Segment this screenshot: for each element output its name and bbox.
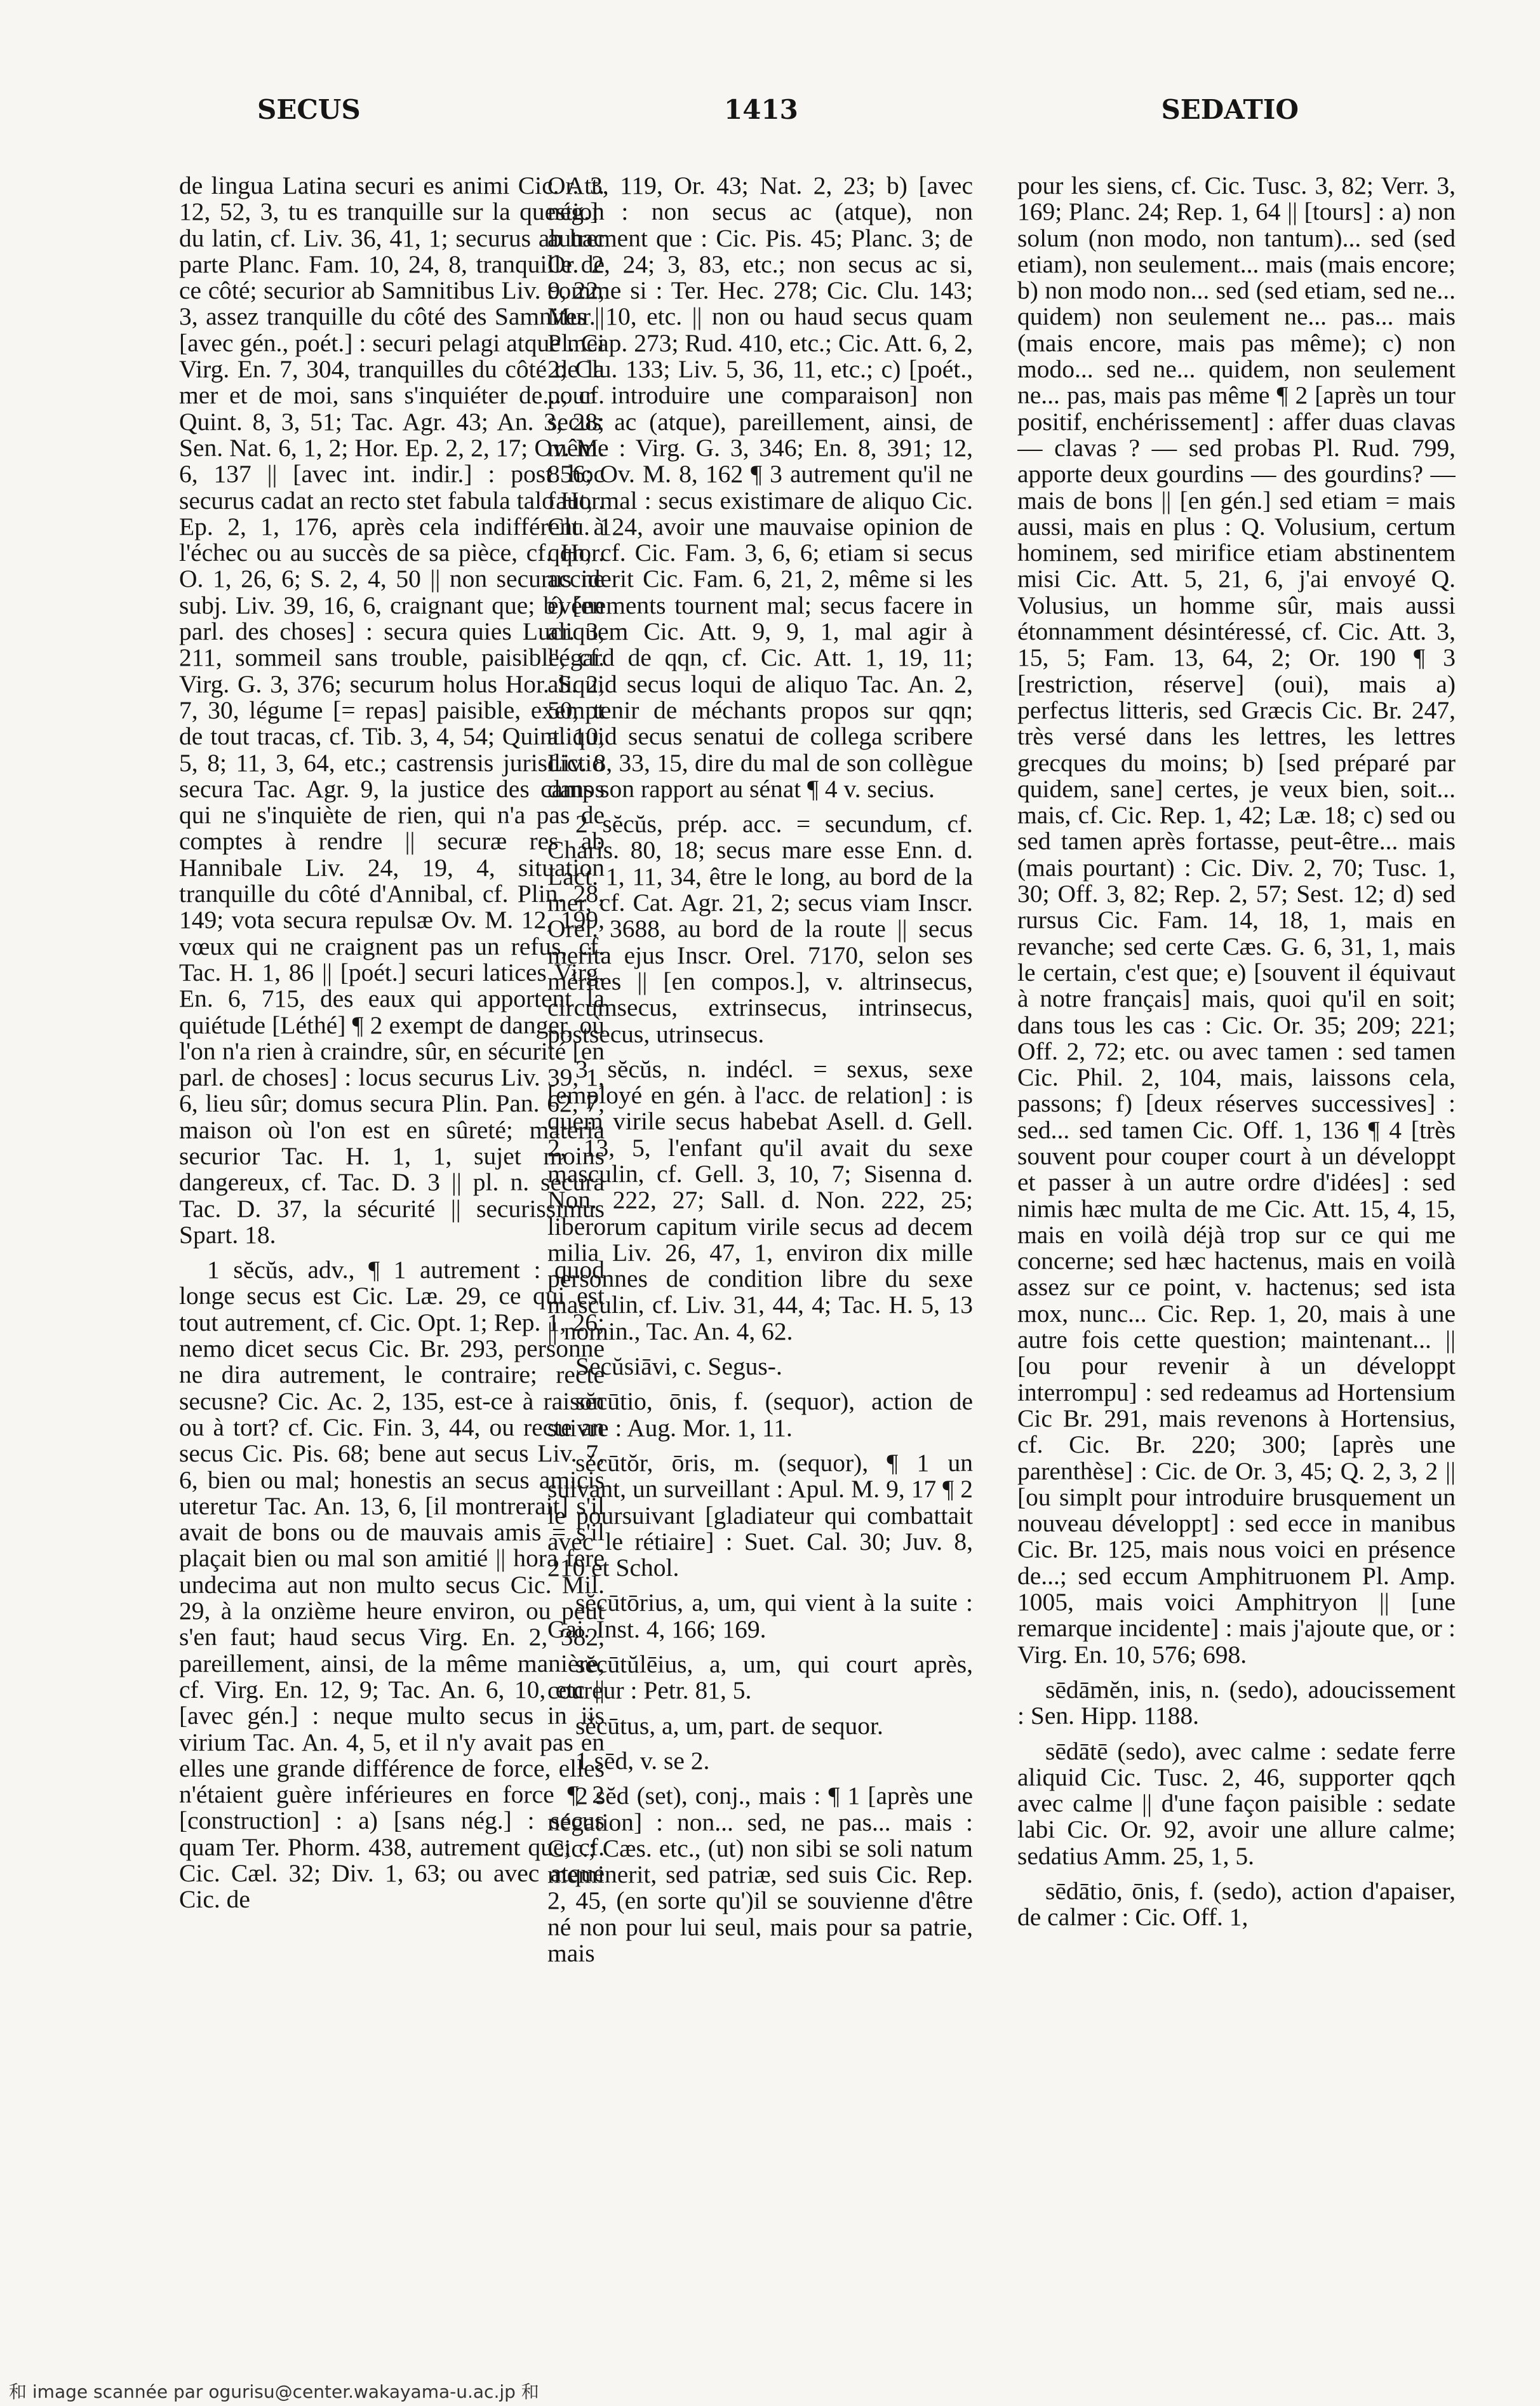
entry-text: de lingua Latina securi es animi Cic. Att. 12, 52, 3, tu es tranquille sur la question du latin, cf. Liv. 36, 41, 1; securus ab hac parte Planc. Fam. 10, 24, 8, tranquille de ce côté; securior ab Samnitibus Liv. 9, 22, 3, assez tranquille du côté des Samnites || [avec gén., poét.] : securi pelagi atque mei Virg. En. 7, 304, tranquilles du côté de la mer et de moi, sans s'inquiéter de..., cf. Quint. 8, 3, 51; Tac. Agr. 43; An. 3, 28; Sen. Nat. 6, 1, 2; Hor. Ep. 2, 2, 17; Ov. M. 6, 137 || [avec int. indir.] : post hoc securus cadat an recto stet fabula talo Hor. Ep. 2, 1, 176, après cela indifférent à l'échec ou au succès de sa pièce, cf. Hor. O. 1, 26, 6; S. 2, 4, 50 || non securus ne subj. Liv. 39, 16, 6, craignant que; b) [en parl. des choses] : secura quies Lucr. 3, 211, sommeil sans trouble, paisible, cf. Virg. G. 3, 376; securum holus Hor. S. 2, 7, 30, légume [= repas] paisible, exempt de tout tracas, cf. Tib. 3, 4, 54; Quint. 10, 5, 8; 11, 3, 64, etc.; castrensis jurisdictio secura Tac. Agr. 9, la justice des camps qui ne s'inquiète de rien, qui n'a pas de comptes à rendre || securæ res ab Hannibale Liv. 24, 19, 4, situation tranquille du côté d'Annibal, cf. Plin. 28, 149; vota secura repulsæ Ov. M. 12, 199, vœux qui ne craignent pas un refus, cf. Tac. H. 1, 86 || [poét.] securi latices Virg. En. 6, 715, des eaux qui apportent la quiétude [Léthé] ¶ 2 exempt de danger, où l'on n'a rien à craindre, sûr, en sécurité [en parl. de choses] : locus securus Liv. 39, 1, 6, lieu sûr; domus secura Plin. Pan. 62, 7, maison où l'on est en sûreté; materia securior Tac. H. 1, 1, sujet moins dangereux, cf. Tac. D. 3 || pl. n. secura Tac. D. 37, la sécurité || securissimus Spart. 18. (179, 173, 605, 1249)
entry-text: 3 sĕcŭs, n. indécl. = sexus, sexe [employé en gén. à l'acc. de relation] : is quem virile secus habebat Asell. d. Gell. 2, 13, 5, l'enfant qu'il avait du sexe masculin, cf. Gell. 3, 10, 7; Sisenna d. Non. 222, 27; Sall. d. Non. 222, 25; liberorum capitum virile secus ad decem milia Liv. 26, 47, 1, environ dix mille personnes de condition libre du sexe masculin, cf. Liv. 31, 44, 4; Tac. H. 5, 13 || nomin., Tac. An. 4, 62. (547, 1054, 973, 1345)
entry-text: sĕcūtus, a, um, part. de sequor. (575, 1711, 883, 1740)
entry-text: pour les siens, cf. Cic. Tusc. 3, 82; Verr. 3, 169; Planc. 24; Rep. 1, 64 || [tours] : a) non solum (non modo, non tantum)... sed (sed etiam), non seulement... mais (mais encore; b) non modo non... sed (sed etiam, sed ne... quidem) non seulement ne... pas... mais (mais encore, mais pas même); c) non modo... sed ne... quidem, non seulement ne... pas, mais pas même ¶ 2 [après un tour positif, enchérissement] : affer duas clavas — clavas ? — sed probas Pl. Rud. 799, apporte deux gourdins — des gourdins? — mais de bons || [en gén.] sed etiam = mais aussi, mais en plus : Q. Volusium, certum hominem, sed mirifice etiam abstinentem misi Cic. Att. 5, 21, 6, j'ai envoyé Q. Volusius, un homme sûr, mais aussi étonnamment désintéressé, cf. Cic. Att. 3, 15, 5; Fam. 13, 64, 2; Or. 190 ¶ 3 [restriction, réserve] (oui), mais a) perfectus litteris, sed Græcis Cic. Br. 247, très versé dans les lettres, les lettres grecques du moins; b) [sed préparé par quidem, sane] certes, je veux bien, soit... mais, cf. Cic. Rep. 1, 42; Læ. 18; c) sed ou sed tamen après fortasse, peut-être... mais (mais pourtant) : Cic. Div. 2, 70; Tusc. 1, 30; Off. 3, 82; Rep. 2, 57; Sest. 12; d) sed rursus Cic. Fam. 14, 18, 1, mais en revanche; sed certe Cæs. G. 6, 31, 1, mais le certain, c'est que; e) [souvent il équivaut à notre français] mais, quoi qu'il en soit; dans tous les cas : Cic. Or. 35; 209; 221; Off. 2, 72; etc. ou avec tamen : sed tamen Cic. Phil. 2, 104, mais, laissons cela, passons; f) [deux réserves successives] : sed... sed tamen Cic. Off. 1, 136 ¶ 4 [très souvent pour couper court à un développt et passer à un autre ordre d'idées] : sed nimis hæc multa de me Cic. Att. 15, 4, 15, mais en voilà déjà trop sur ce qui me concerne; sed hæc hactenus, mais en voilà assez sur ce point, v. hactenus; sed ista mox, nunc... Cic. Rep. 1, 20, mais à une autre fois cette question; maintenant... || [ou pour revenir à un développt interrompu] : sed redeamus ad Hortensium Cic Br. 291, mais revenons à Hortensius, cf. Cic. Br. 220; 300; [après une parenthèse] : Cic. de Or. 3, 45; Q. 2, 3, 2 || [ou simplt pour introduire brusquement un nouveau développt] : sed ecce in manibus Cic. Br. 125, mais nous voici en présence de...; sed eccum Amphitruonem Pl. Amp. 1005, mais voici Amphitryon || [une remarque incidente] : mais j'ajoute que, or : Virg. En. 10, 576; 698. (1017, 173, 1456, 1669)
entry-text: sēdātio, ōnis, f. (sedo), action d'apaiser, de calmer : Cic. Off. 1, (1017, 1877, 1456, 1932)
entry-text: 2 sĕd (set), conj., mais : ¶ 1 [après une négation] : non... sed, ne pas... mais : Cic.; Cæs. etc., (ut) non sibi se soli natum meminerit, sed patriæ, sed suis Cic. Rep. 2, 45, (en sorte qu')il se souvienne d'être né non pour lui seul, mais pour sa patrie, mais (547, 1782, 973, 1967)
entry-text: sĕcūtŏr, ōris, m. (sequor), ¶ 1 un suivant, un surveillant : Apul. M. 9, 17 ¶ 2 le poursuivant [gladiateur qui combattait avec le rétiaire] : Suet. Cal. 30; Juv. 8, 210 et Schol. (547, 1448, 973, 1582)
entry-text: sēdāmĕn, inis, n. (sedo), adoucissement : Sen. Hipp. 1188. (1017, 1675, 1456, 1730)
entry-text: 2 sĕcŭs, prép. acc. = secundum, cf. Charis. 80, 18; secus mare esse Enn. d. Lact. 1, 11, 34, être le long, au bord de la mer, cf. Cat. Agr. 21, 2; secus viam Inscr. Orel. 3688, au bord de la route || secus merita ejus Inscr. Orel. 7170, selon ses mérites || [en compos.], v. altrinsecus, circumsecus, extrinsecus, intrinsecus, postsecus, utrinsecus. (547, 810, 973, 1048)
column-left (179, 173, 605, 2351)
entry-text: Or. 3, 119, Or. 43; Nat. 2, 23; b) [avec nég.] : non secus ac (atque), non autrement que : Cic. Pis. 45; Planc. 3; de Or. 2, 24; 3, 83, etc.; non secus ac si, comme si : Ter. Hec. 278; Cic. Clu. 143; Mur. 10, etc. || non ou haud secus quam Pl. Cap. 273; Rud. 410, etc.; Cic. Att. 6, 2, 2; Clu. 133; Liv. 5, 36, 11, etc.; c) [poét., pour introduire une comparaison] non secus ac (atque), pareillement, ainsi, de même : Virg. G. 3, 346; En. 8, 391; 12, 856; Ov. M. 8, 162 ¶ 3 autrement qu'il ne faut, mal : secus existimare de aliquo Cic. Clu. 124, avoir une mauvaise opinion de qqn, cf. Cic. Fam. 3, 6, 6; etiam si secus acciderit Cic. Fam. 6, 21, 2, même si les événements tournent mal; secus facere in aliquem Cic. Att. 9, 9, 1, mal agir à l'égard de qqn, cf. Cic. Att. 1, 19, 11; aliquid secus loqui de aliquo Tac. An. 2, 50, tenir de méchants propos sur qqn; aliquid secus senatui de collega scribere Liv. 8, 33, 15, dire du mal de son collègue dans son rapport au sénat ¶ 4 v. secius. (547, 173, 973, 803)
entry-text: 1 sĕcŭs, adv., ¶ 1 autrement : quod longe secus est Cic. Læ. 29, ce qui est tout autrement, cf. Cic. Opt. 1; Rep. 1, 26; nemo dicet secus Cic. Br. 293, personne ne dira autrement, le contraire; recte secusne? Cic. Ac. 2, 135, est-ce à raison ou à tort? cf. Cic. Fin. 3, 44, ou recte an secus Cic. Pis. 68; bene aut secus Liv. 7, 6, bien ou mal; honestis an secus amicis uteretur Tac. An. 13, 6, [il montrerait] s'il avait de bons ou de mauvais amis = s'il plaçait bien ou mal son amitié || hora fere undecima aut non multo secus Cic. Mil. 29, à la onzième heure environ, ou peut s'en faut; haud secus Virg. En. 2, 382, pareillement, ainsi, de la même manière, cf. Virg. En. 12, 9; Tac. An. 6, 10, etc || [avec gén.] : neque multo secus in iis virium Tac. An. 4, 5, et il n'y avait pas en elles une grande différence de force, elles n'étaient guère inférieures en force ¶ 2 [construction] : a) [sans nég.] : secus quam Ter. Phorm. 438, autrement que; cf. Cic. Cæl. 32; Div. 1, 63; ou avec atque Cic. de (179, 1256, 605, 1914)
scan-credit: 和 image scannée par ogurisu@center.wakayama-u.ac.jp 和 (9, 2381, 539, 2402)
running-head-first-word: SECUS (257, 94, 361, 125)
page-number: 1413 (724, 94, 798, 125)
entry-text: Secŭsiāvi, c. Segus-. (575, 1352, 782, 1381)
column-right (1017, 173, 1456, 2351)
running-head-last-word: SEDATIO (1161, 94, 1299, 125)
entry-text: 1 sēd, v. se 2. (575, 1746, 710, 1775)
column-middle (547, 173, 973, 2351)
entry-text: sĕcūtŭlēius, a, um, qui court après, coureur : Petr. 81, 5. (547, 1650, 973, 1705)
entry-text: sĕcūtōrius, a, um, qui vient à la suite : Gai. Inst. 4, 166; 169. (547, 1589, 973, 1643)
entry-text: sĕcūtio, ōnis, f. (sequor), action de suivre : Aug. Mor. 1, 11. (547, 1387, 973, 1442)
running-head (0, 94, 1540, 138)
entry-text: sēdātē (sedo), avec calme : sedate ferre aliquid Cic. Tusc. 2, 46, supporter qqch avec calme || d'une façon paisible : sedate labi Cic. Or. 92, avoir une allure calme; sedatius Amm. 25, 1, 5. (1017, 1737, 1456, 1870)
